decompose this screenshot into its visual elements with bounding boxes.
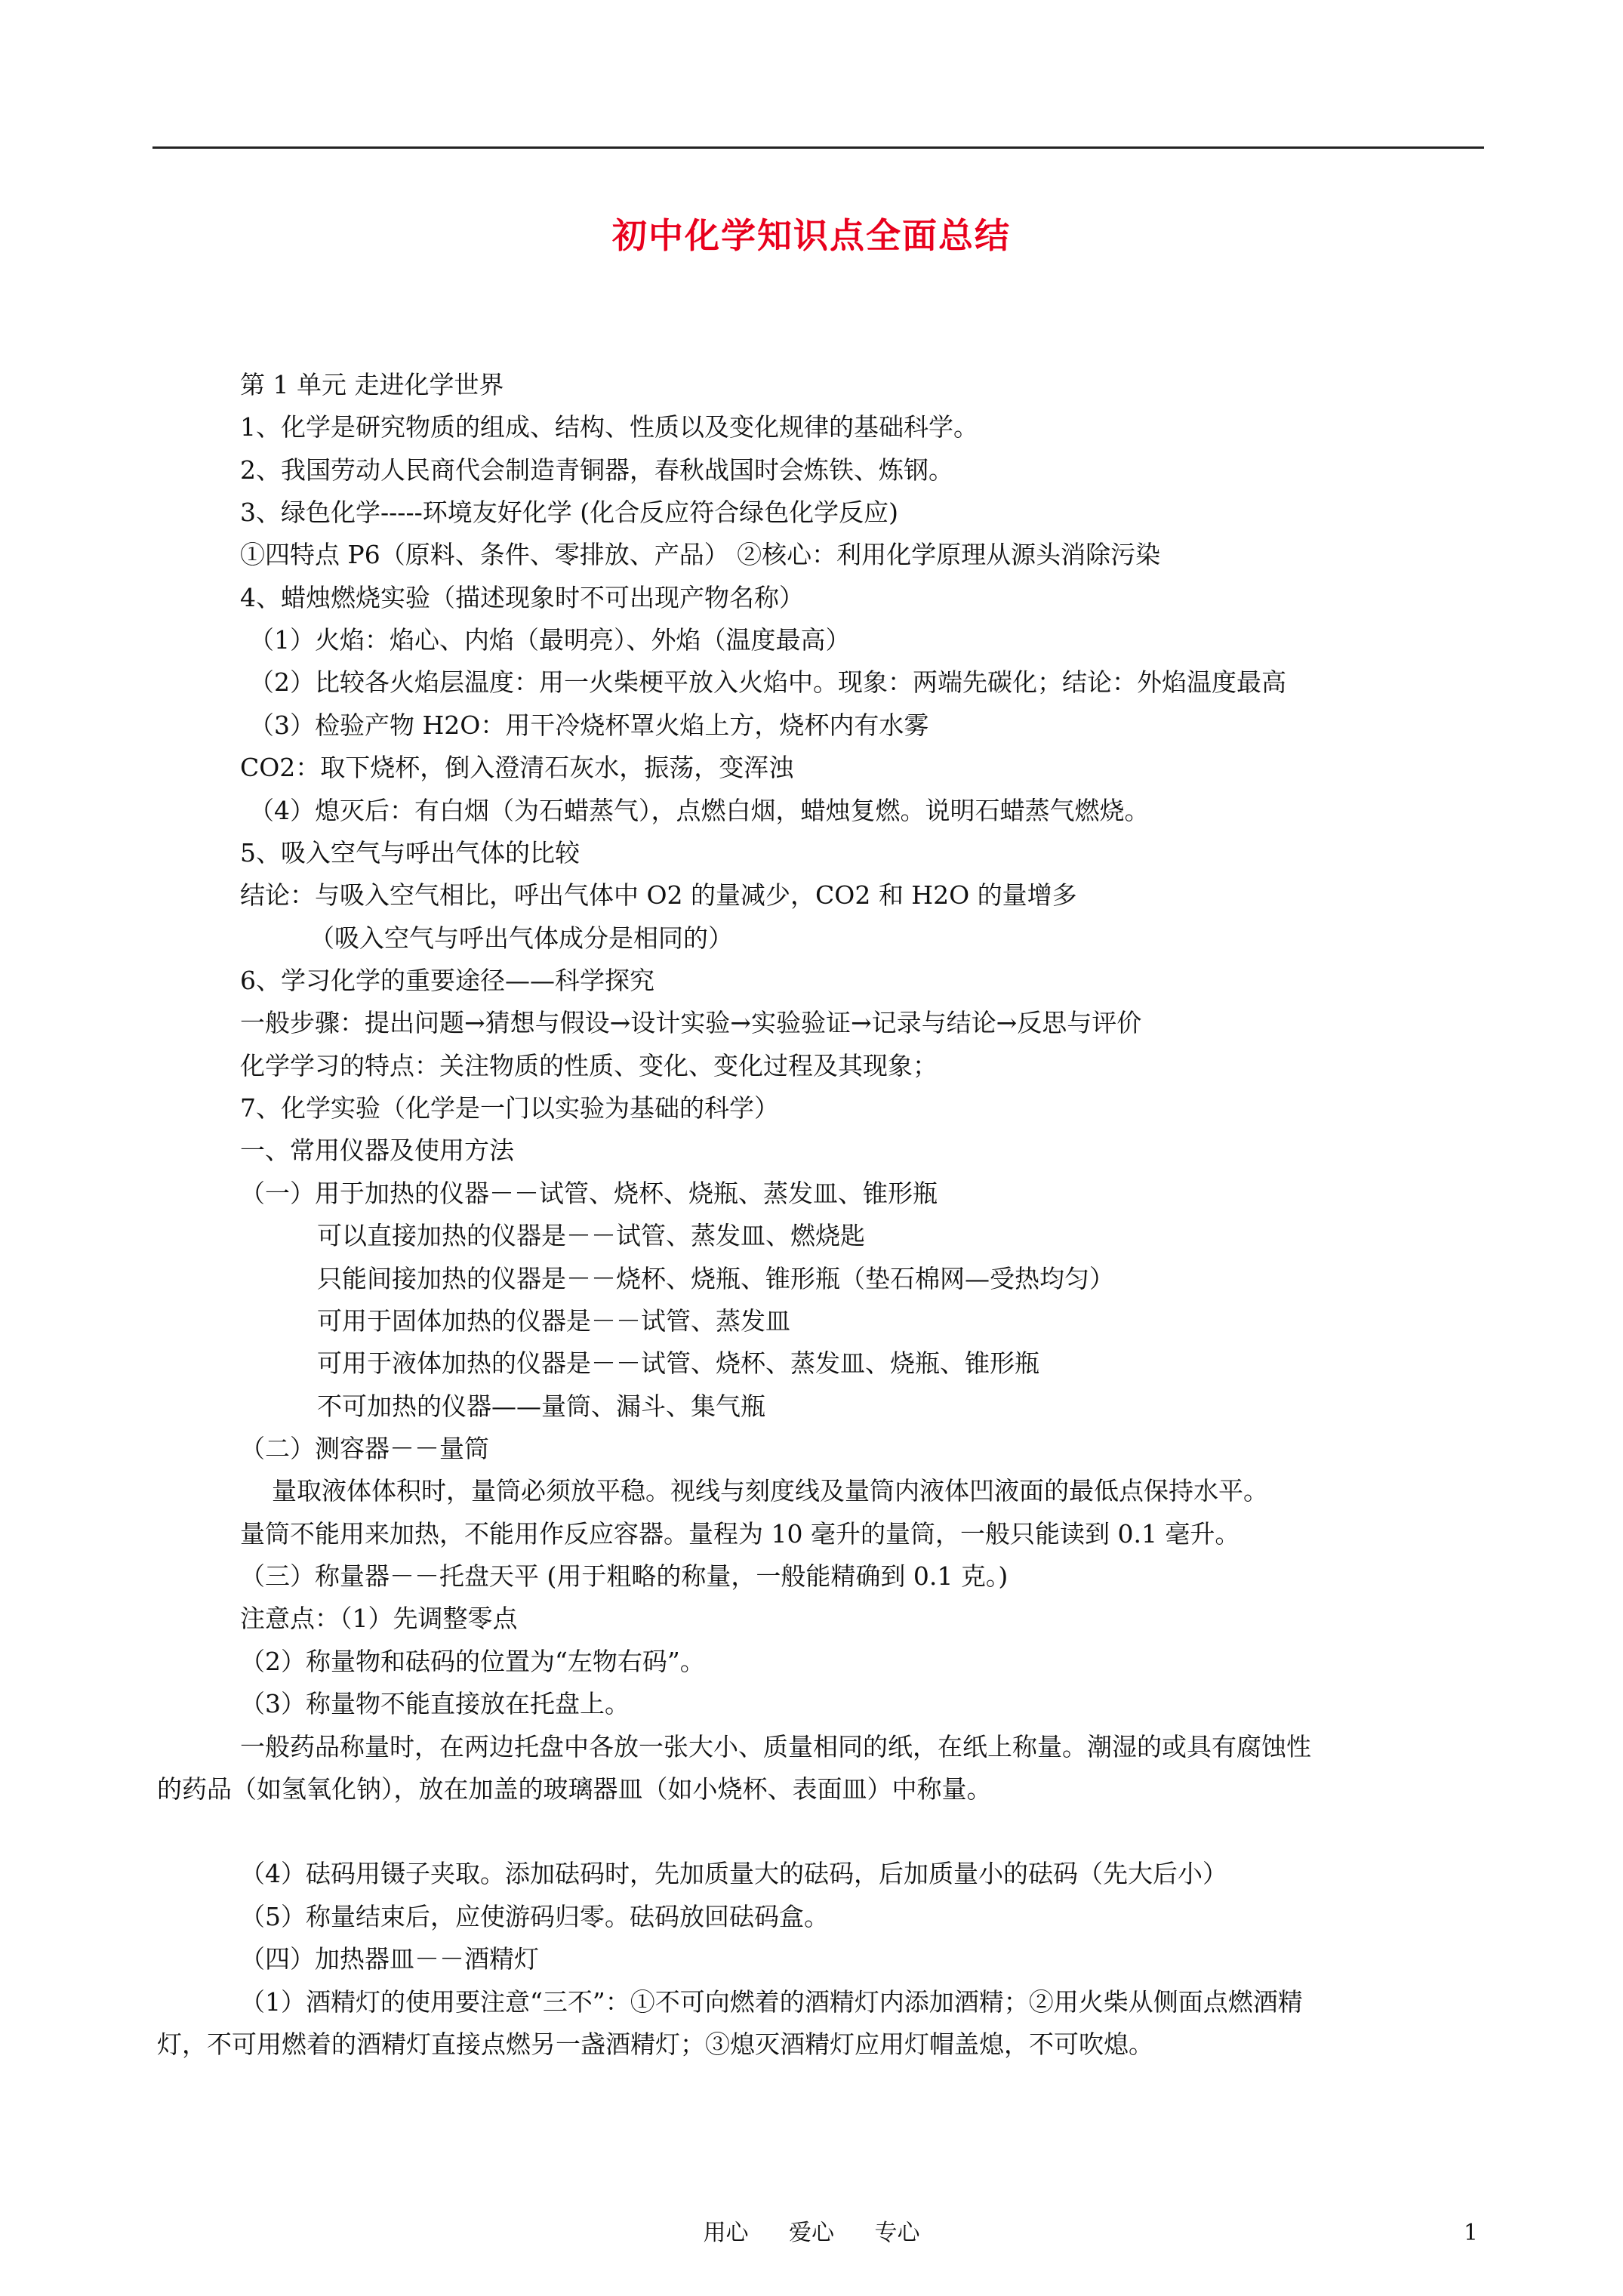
text-line: （3）称量物不能直接放在托盘上。	[240, 1689, 630, 1718]
text-line: 只能间接加热的仪器是－－烧杯、烧瓶、锥形瓶（垫石棉网—受热均匀）	[317, 1264, 1114, 1293]
text-line: （1）火焰：焰心、内焰（最明亮）、外焰（温度最高）	[249, 625, 851, 655]
text-line: 不可加热的仪器——量筒、漏斗、集气瓶	[317, 1391, 765, 1421]
text-line: 一、常用仪器及使用方法	[240, 1136, 514, 1165]
text-line: （三）称量器－－托盘天平 (用于粗略的称量，一般能精确到 0.1 克。)	[240, 1561, 1009, 1591]
text-line: 可用于固体加热的仪器是－－试管、蒸发皿	[317, 1306, 790, 1336]
text-line: ①四特点 P6（原料、条件、零排放、产品） ②核心：利用化学原理从源头消除污染	[240, 540, 1161, 569]
text-line: （四）加热器皿－－酒精灯	[240, 1944, 539, 1974]
text-line: 7、化学实验（化学是一门以实验为基础的科学）	[240, 1093, 779, 1123]
text-line: 一般药品称量时，在两边托盘中各放一张大小、质量相同的纸，在纸上称量。潮湿的或具有腐蚀性	[240, 1732, 1311, 1761]
text-line: 4、蜡烛燃烧实验（描述现象时不可出现产物名称）	[240, 583, 804, 612]
header-rule	[152, 146, 1484, 149]
text-line: （2）比较各火焰层温度：用一火柴梗平放入火焰中。现象：两端先碳化；结论：外焰温度最高	[249, 667, 1286, 697]
page-footer	[0, 2218, 1623, 2248]
text-line: 2、我国劳动人民商代会制造青铜器，春秋战国时会炼铁、炼钢。	[240, 455, 953, 485]
text-line: （3）检验产物 H2O：用干冷烧杯罩火焰上方，烧杯内有水雾	[249, 710, 929, 740]
text-line: 3、绿色化学-----环境友好化学 (化合反应符合绿色化学反应)	[240, 498, 898, 527]
text-line: （4）砝码用镊子夹取。添加砝码时，先加质量大的砝码，后加质量小的砝码（先大后小）	[240, 1859, 1227, 1888]
text-line: 可用于液体加热的仪器是－－试管、烧杯、蒸发皿、烧瓶、锥形瓶	[317, 1348, 1039, 1378]
text-line: 1、化学是研究物质的组成、结构、性质以及变化规律的基础科学。	[240, 412, 978, 442]
text-line: CO2：取下烧杯，倒入澄清石灰水，振荡，变浑浊	[240, 753, 794, 782]
text-line: 6、学习化学的重要途径——科学探究	[240, 966, 654, 995]
text-line: （1）酒精灯的使用要注意“三不”：①不可向燃着的酒精灯内添加酒精；②用火柴从侧面点燃酒精	[240, 1987, 1303, 2017]
footer-slogan-item: 专心	[874, 2220, 920, 2246]
text-line: 量取液体体积时，量筒必须放平稳。视线与刻度线及量筒内液体凹液面的最低点保持水平。	[272, 1476, 1268, 1505]
text-line: 量筒不能用来加热，不能用作反应容器。量程为 10 毫升的量筒，一般只能读到 0.1 毫升。	[240, 1519, 1240, 1549]
text-line: 注意点：（1）先调整零点	[240, 1604, 518, 1633]
text-line: （2）称量物和砝码的位置为“左物右码”。	[240, 1647, 705, 1676]
text-line: （4）熄灭后：有白烟（为石蜡蒸气），点燃白烟，蜡烛复燃。说明石蜡蒸气燃烧。	[249, 796, 1150, 825]
text-line: 5、吸入空气与呼出气体的比较	[240, 838, 580, 868]
text-line: 结论：与吸入空气相比，呼出气体中 O2 的量减少，CO2 和 H2O 的量增多	[240, 880, 1077, 910]
page-number: 1	[1463, 2220, 1478, 2246]
text-line: （一）用于加热的仪器－－试管、烧杯、烧瓶、蒸发皿、锥形瓶	[240, 1179, 938, 1208]
text-line: 灯，不可用燃着的酒精灯直接点燃另一盏酒精灯；③熄灭酒精灯应用灯帽盖熄，不可吹熄。	[157, 2029, 1153, 2059]
text-line: 化学学习的特点：关注物质的性质、变化、变化过程及其现象；	[240, 1051, 938, 1080]
text-line: 可以直接加热的仪器是－－试管、蒸发皿、燃烧匙	[317, 1221, 865, 1250]
document-title: 初中化学知识点全面总结	[612, 215, 1011, 256]
text-line: 一般步骤：提出问题→猜想与假设→设计实验→实验验证→记录与结论→反思与评价	[240, 1008, 1142, 1037]
text-line: 第 1 单元 走进化学世界	[240, 370, 504, 399]
text-line: （吸入空气与呼出气体成分是相同的）	[310, 923, 733, 953]
text-line: （二）测容器－－量筒	[240, 1434, 489, 1463]
text-line: （5）称量结束后，应使游码归零。砝码放回砝码盒。	[240, 1902, 829, 1931]
footer-slogan-item: 用心	[703, 2220, 749, 2246]
footer-slogan-item: 爱心	[789, 2220, 834, 2246]
text-line: 的药品（如氢氧化钠），放在加盖的玻璃器皿（如小烧杯、表面皿）中称量。	[157, 1774, 992, 1804]
